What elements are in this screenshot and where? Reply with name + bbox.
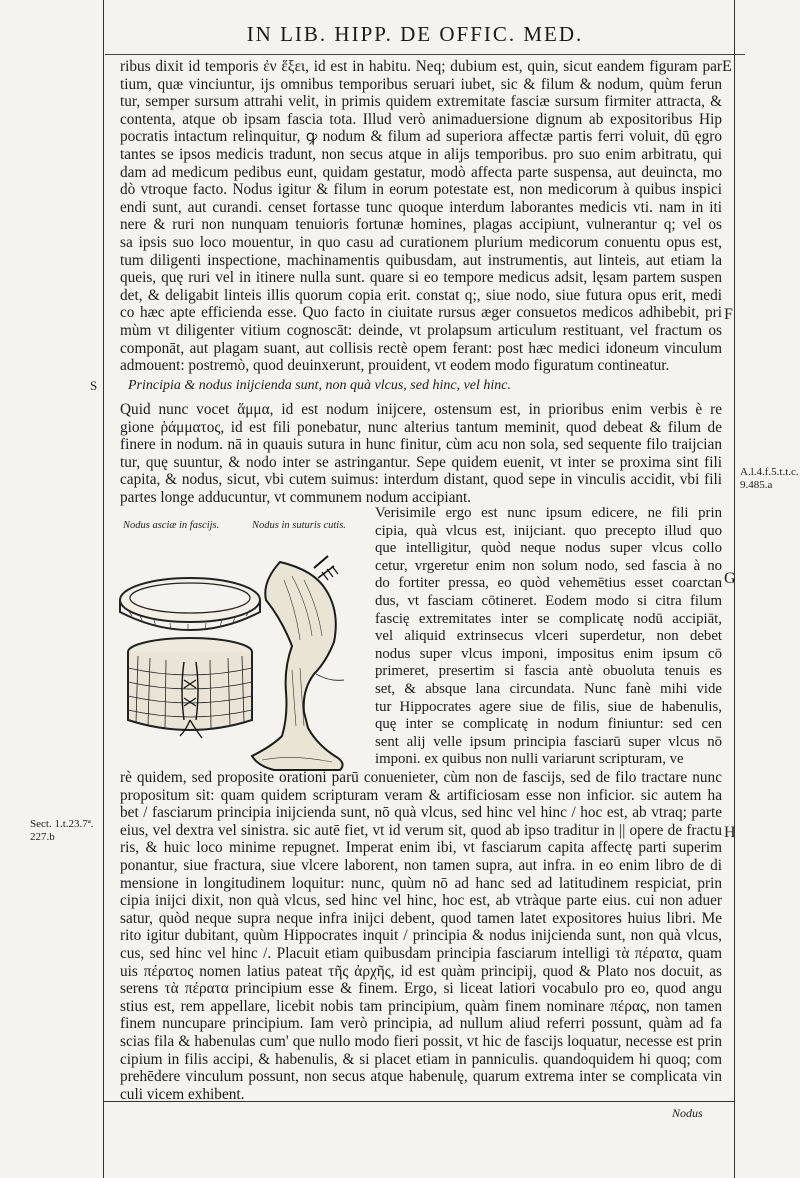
right-column-line: fascię extremitates inter se complicatę nodū accipiāt, <box>375 610 722 627</box>
paragraph-3-line: uis πέρατος nomen latius pateat τῆς ἀρχῆς, id est quàm principij, quod & Plato nos docuit, as <box>120 962 722 980</box>
paragraph-1-line: dam ad medicum pedibus eunt, quidam gestatur, modò affecta parte suspensa, aut deuincta, mo <box>120 163 722 181</box>
paragraph-3-line: rito igitur dubitant, quùm Hippocrates inquit / principia & nodus inijcienda sunt, non quà vlcus, <box>120 927 722 945</box>
paragraph-3-line: rè quidem, sed proposite orationi parū conuenieter, cùm non de fascijs, sed de filo tractare nunc <box>120 769 722 786</box>
margin-reference-right-line2: 9.485.a <box>740 479 773 491</box>
paragraph-1-line: co hæc apte efficienda esse. Quo facto in ciuitate rursus æger consuetos medicos adhibebit, pri <box>120 304 722 322</box>
running-header <box>145 22 685 47</box>
paragraph-1-line: tantes se ipsos medicis tradunt, non secus atque in alijs temporibus. pro suo enim arbitratu, qui <box>120 145 722 163</box>
margin-reference-right-line1: A.l.4.f.5.t.t.c. <box>740 466 799 478</box>
right-column-line: do fortiter pressa, eo quòd vehemētius esset coarctan <box>375 575 722 592</box>
paragraph-1-line: contenta, atque ob ipsam fascia tota. Illud verò animaduersione dignum ab expositoribus Hip <box>120 110 722 128</box>
margin-letter-h: H <box>724 824 736 841</box>
margin-letter-s: S <box>90 378 98 393</box>
margin-reference-right <box>740 466 799 492</box>
header-title: IN LIB. HIPP. DE OFFIC. MED. <box>246 22 584 46</box>
paragraph-2-line: Quid nunc vocet ἅμμα, id est nodum inijcere, ostensum est, in prioribus enim verbis è re <box>120 401 722 418</box>
paragraph-3-line: eius, vel dextra vel sinistra. sic autē fiet, vt id verum sit, quod ab ipso traditur in || opere de fractu <box>120 821 722 839</box>
paragraph-1-line: nere & ruri non nunquam tenuioris fortunæ homines, plagas accipiunt, vulnerantur q; vel os <box>120 216 722 234</box>
paragraph-3-line: culi vicem exhibent. <box>120 1085 245 1103</box>
paragraph-1-line: queis, quę ruri vel in itinere nulla sunt. quare si eo tempore medicus adsit, lęsam partem suspen <box>120 269 722 287</box>
header-rule <box>105 54 745 55</box>
paragraph-1 <box>120 58 722 375</box>
paragraph-3-line: ponantur, siue fractura, siue vlcere laborent, non tamen supra, aut infra. in eo enim libro de di <box>120 856 722 874</box>
lemma-heading <box>128 377 722 395</box>
paragraph-3-line: cipia inijci dixit, non quà vlcus, sed hinc vel hinc, hoc est, ab vtràque parte eius. cui non aduer <box>120 892 722 910</box>
paragraph-2-line: tur, quę suuntur, & nodo inter se astringantur. Sepe quidem euenit, vt inter se proxima sint fili <box>120 453 722 471</box>
paragraph-2 <box>120 401 722 507</box>
paragraph-2-line: finere in nodum. nā in quauis sutura in hunc finitur, cùm acu non sola, sed sequente filo traijcian <box>120 436 722 454</box>
paragraph-3-line: prehēdere vinculum possunt, non secus atque habenulę, quarum extrema inter se complicata vin <box>120 1068 722 1086</box>
paragraph-3-line: bet / fasciarum principia inijcienda sunt, nō quà vlcus, sed hinc vel hinc / hoc est, ab vtraq; parte <box>120 804 722 822</box>
paragraph-1-line: admouent: postremò, quod deuinxerunt, prouident, vt eodem modo figuratum contineatur. <box>120 357 670 375</box>
right-column-line: cetur, vrgeretur enim non solum nodo, sed fascia à no <box>375 557 722 574</box>
caption-suture-knot: Nodus in suturis cutis. <box>252 520 346 531</box>
right-column-line: tur Hippocrates agere siue de filis, siue de habenulis, <box>375 698 722 715</box>
paragraph-3 <box>120 769 722 1103</box>
right-column-line: primeret, presertim si fascia antè obuoluta tenuis es <box>375 663 722 680</box>
right-column-line: nodus super vlcus imponi, impositus enim ipsum cō <box>375 645 722 662</box>
right-column-line: que intelligitur, quòd neque nodus super vlcus collo <box>375 540 722 557</box>
paragraph-1-line: tur, semper sursum attrahi velit, in primis quidem extremitate fasciæ sursum firmiter attracta, & <box>120 93 722 111</box>
left-margin-rule <box>103 0 104 1178</box>
right-margin-rule <box>734 0 735 1178</box>
right-column-line: cipia, quà vlcus est, inijciant. quo precepto illud quo <box>375 522 722 539</box>
right-column-line: set, & absque lana circundata. Nunc fanè mihi vide <box>375 680 722 697</box>
paragraph-2-line: capita, & nodus, sicut, vbi cutem suimus: interdum distant, quod sepe in vinculis accidit, vbi fili <box>120 471 722 489</box>
paragraph-3-line: finem nuncupare principium. Iam verò principia, ad nullum aliud referri possunt, quàm ad fa <box>120 1015 722 1033</box>
right-column-line: dus, vt fasciam cōtineret. Eodem modo si citra filum <box>375 592 722 609</box>
caption-fascia-knot: Nodus asciæ in fascijs. <box>123 520 220 531</box>
paragraph-1-line: dò vtroque facto. Nodus igitur & filum in eorum potestate est, non medicorum à quibus inspici <box>120 181 722 199</box>
margin-letter-f: F <box>724 306 733 323</box>
paragraph-2-line: gione ῥάμματος, id est fili ponebatur, nunc alterius tantum meminit, quod debeat & filum de <box>120 418 722 436</box>
paragraph-1-line: sa ipsis suo loco mouentur, in quo casu ad curationem plurium medicorum conuentu opus est, <box>120 233 722 251</box>
paragraph-3-line: stius est, rem appellare, licebit nobis tam principium, quàm finem nominare πέρας, non tamen <box>120 997 722 1015</box>
paragraph-1-line: mùm vt diligenter vitium cognoscāt: deinde, vt prolapsum articulum restituant, vel fractum os <box>120 321 722 339</box>
paragraph-3-line: propositum sit: quam quidem scripturam veram & artificiosam esse non inficior. sic autem ha <box>120 786 722 804</box>
paragraph-3-line: cus, sed hinc vel hinc /. Placuit etiam quibusdam principia fasciarum intelligi τὰ πέρατα, quam <box>120 944 722 962</box>
paragraph-3-line: ris, & huic loco minime repugnet. Imperat enim ibi, vt fasciarum capita affectę parti superim <box>120 839 722 857</box>
margin-reference-left-line1: Sect. 1.t.23.7ª. <box>30 818 94 830</box>
catchword: Nodus <box>672 1106 703 1120</box>
paragraph-3-line: satur, quòd neque supra neque infra inijci debent, quod tamen latet expositores huius libri. Me <box>120 909 722 927</box>
paragraph-1-line: endi sunt, aut curandi. censet fortasse tunc quoque interdum laborantes medicis vti. nam in iti <box>120 198 722 216</box>
right-column-line: sent alij velle ipsum principia fasciarū super vlcus nō <box>375 733 722 750</box>
right-column-line: quę inter se complicatę in nodum finiuntur: sed cen <box>375 716 722 733</box>
paragraph-1-line: ribus dixit id temporis ἐν ἕξει, id est in habitu. Neq; dubium est, quin, sicut eandem figuram par <box>120 58 722 75</box>
margin-letter-g: G <box>724 570 736 587</box>
paragraph-3-line: cipium in filis accipi, & habenulis, & si placet etiam in panniculis. quandoquidem hi quoq; com <box>120 1050 722 1068</box>
paragraph-3-line: mensione in longitudinem loquitur: nunc, quùm nō ad hanc sed ad latitudinem respiciat, prin <box>120 874 722 892</box>
paragraph-3-line: scias fila & habenulas cum' que nullo modo fieri possit, vt hic de fascijs loquatur, necesse est prin <box>120 1032 722 1050</box>
leg-suture-illustration <box>222 550 362 780</box>
right-column-text <box>375 505 722 769</box>
margin-letter-e: E <box>722 58 732 75</box>
paragraph-1-line: pocratis intactum relinquitur, ꝙ nodum & filum ad superiora affectæ partis ferri voluit, dū ęgro <box>120 128 722 146</box>
paragraph-3-line: serens τὰ πέρατα principium esse & finem. Ergo, si liceat latiori vocabulo pro eo, quod angu <box>120 980 722 998</box>
paragraph-2-line: partes longe adducuntur, vt communem nodum accipiant. <box>120 488 472 506</box>
right-column-line: Verisimile ergo est nunc ipsum edicere, ne fili prin <box>375 505 722 521</box>
paragraph-1-line: tum diligenti inspectione, machinamentis quibusdam, aut instrumentis, aut linteis, aut etiam la <box>120 251 722 269</box>
paragraph-1-line: tium, quæ vinciuntur, ijs omnibus temporibus seruari iubet, sic & filum & nodum, quùm ferun <box>120 75 722 93</box>
margin-reference-left-line2: 227.b <box>30 831 55 843</box>
margin-reference-left <box>30 818 94 844</box>
lemma-text: Principia & nodus inijcienda sunt, non quà vlcus, sed hinc, vel hinc. <box>128 378 511 393</box>
right-column-line: vel aliquid extrinsecus vlceri superdetur, non debet <box>375 628 722 645</box>
paragraph-1-line: componāt, aut plagam suant, aut collisis rectè opem ferant: post hæc medici idoneum vinculum <box>120 339 722 357</box>
paragraph-1-line: det, & deligabit linteis illis quorum copia erit. constat q;, siue nodo, siue futura opus erit, medi <box>120 286 722 304</box>
right-column-line: imponi. ex quibus non nulli variarunt scripturam, ve <box>375 751 684 768</box>
